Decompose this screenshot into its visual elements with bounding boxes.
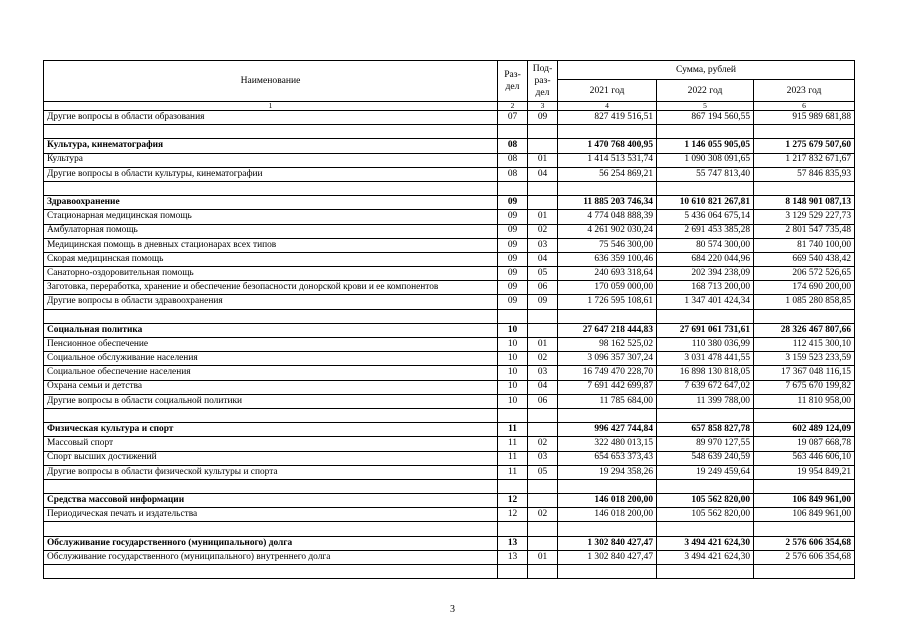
row-amount-2022: 202 394 238,09 bbox=[657, 267, 754, 281]
row-podrazdel bbox=[528, 536, 558, 550]
row-podrazdel: 03 bbox=[528, 238, 558, 252]
header-year-2023: 2023 год bbox=[754, 80, 855, 102]
header-year-2021: 2021 год bbox=[558, 80, 657, 102]
row-podrazdel: 04 bbox=[528, 252, 558, 266]
table-row bbox=[44, 338, 855, 352]
empty-cell bbox=[528, 565, 558, 579]
blank-row bbox=[44, 479, 855, 493]
row-amount-2021: 3 096 357 307,24 bbox=[558, 352, 657, 366]
row-razdel: 12 bbox=[498, 508, 528, 522]
row-razdel: 10 bbox=[498, 394, 528, 408]
row-razdel: 12 bbox=[498, 494, 528, 508]
row-razdel: 08 bbox=[498, 153, 528, 167]
row-razdel: 09 bbox=[498, 252, 528, 266]
row-name: Физическая культура и спорт bbox=[44, 423, 498, 437]
table-row bbox=[44, 366, 855, 380]
row-amount-2022: 105 562 820,00 bbox=[657, 508, 754, 522]
row-amount-2023: 669 540 438,42 bbox=[754, 252, 855, 266]
empty-cell bbox=[657, 522, 754, 536]
row-podrazdel: 05 bbox=[528, 267, 558, 281]
empty-cell bbox=[754, 309, 855, 323]
row-podrazdel: 04 bbox=[528, 380, 558, 394]
header-podrazdel: Под- раз- дел bbox=[528, 61, 558, 102]
row-amount-2022: 11 399 788,00 bbox=[657, 394, 754, 408]
row-podrazdel: 04 bbox=[528, 167, 558, 181]
row-amount-2022: 55 747 813,40 bbox=[657, 167, 754, 181]
row-name: Заготовка, переработка, хранение и обеспечение безопасности донорской крови и ее компонентов bbox=[44, 281, 498, 295]
row-razdel: 11 bbox=[498, 451, 528, 465]
row-razdel: 13 bbox=[498, 536, 528, 550]
row-podrazdel: 05 bbox=[528, 465, 558, 479]
row-amount-2023: 3 159 523 233,59 bbox=[754, 352, 855, 366]
table-row bbox=[44, 210, 855, 224]
row-amount-2022: 10 610 821 267,81 bbox=[657, 196, 754, 210]
table-row bbox=[44, 380, 855, 394]
table-row bbox=[44, 295, 855, 309]
row-amount-2022: 3 494 421 624,30 bbox=[657, 550, 754, 564]
empty-cell bbox=[657, 125, 754, 139]
row-amount-2022: 1 090 308 091,65 bbox=[657, 153, 754, 167]
blank-row bbox=[44, 309, 855, 323]
row-amount-2023: 11 810 958,00 bbox=[754, 394, 855, 408]
row-amount-2021: 240 693 318,64 bbox=[558, 267, 657, 281]
row-amount-2021: 322 480 013,15 bbox=[558, 437, 657, 451]
empty-cell bbox=[558, 181, 657, 195]
row-razdel: 11 bbox=[498, 465, 528, 479]
row-name: Средства массовой информации bbox=[44, 494, 498, 508]
row-amount-2023: 1 275 679 507,60 bbox=[754, 139, 855, 153]
row-amount-2021: 4 774 048 888,39 bbox=[558, 210, 657, 224]
row-podrazdel bbox=[528, 196, 558, 210]
empty-cell bbox=[44, 181, 498, 195]
table-header bbox=[44, 61, 855, 111]
row-amount-2021: 146 018 200,00 bbox=[558, 494, 657, 508]
section-total-row bbox=[44, 323, 855, 337]
empty-cell bbox=[498, 309, 528, 323]
table-row bbox=[44, 153, 855, 167]
row-razdel: 07 bbox=[498, 111, 528, 125]
row-podrazdel: 01 bbox=[528, 210, 558, 224]
row-name: Культура bbox=[44, 153, 498, 167]
row-razdel: 10 bbox=[498, 352, 528, 366]
empty-cell bbox=[498, 181, 528, 195]
row-amount-2021: 11 785 684,00 bbox=[558, 394, 657, 408]
table-row bbox=[44, 550, 855, 564]
empty-cell bbox=[558, 565, 657, 579]
row-podrazdel bbox=[528, 423, 558, 437]
row-name: Другие вопросы в области физической культуры и спорта bbox=[44, 465, 498, 479]
row-razdel: 09 bbox=[498, 295, 528, 309]
row-amount-2021: 56 254 869,21 bbox=[558, 167, 657, 181]
row-amount-2021: 654 653 373,43 bbox=[558, 451, 657, 465]
row-name: Пенсионное обеспечение bbox=[44, 338, 498, 352]
row-amount-2021: 1 302 840 427,47 bbox=[558, 550, 657, 564]
row-amount-2023: 2 576 606 354,68 bbox=[754, 550, 855, 564]
row-razdel: 09 bbox=[498, 281, 528, 295]
column-number: 5 bbox=[657, 102, 754, 111]
table-row bbox=[44, 167, 855, 181]
table-body bbox=[44, 111, 855, 579]
budget-table bbox=[43, 60, 855, 579]
empty-cell bbox=[498, 522, 528, 536]
empty-cell bbox=[528, 522, 558, 536]
table-row bbox=[44, 451, 855, 465]
row-amount-2022: 110 380 036,99 bbox=[657, 338, 754, 352]
empty-cell bbox=[44, 408, 498, 422]
empty-cell bbox=[528, 408, 558, 422]
row-podrazdel: 01 bbox=[528, 338, 558, 352]
row-amount-2022: 89 970 127,55 bbox=[657, 437, 754, 451]
row-name: Культура, кинематография bbox=[44, 139, 498, 153]
row-amount-2023: 2 801 547 735,48 bbox=[754, 224, 855, 238]
table-row bbox=[44, 394, 855, 408]
row-name: Спорт высших достижений bbox=[44, 451, 498, 465]
row-amount-2023: 3 129 529 227,73 bbox=[754, 210, 855, 224]
row-amount-2021: 636 359 100,46 bbox=[558, 252, 657, 266]
row-amount-2023: 915 989 681,88 bbox=[754, 111, 855, 125]
row-name: Другие вопросы в области здравоохранения bbox=[44, 295, 498, 309]
row-amount-2023: 563 446 606,10 bbox=[754, 451, 855, 465]
row-razdel: 09 bbox=[498, 196, 528, 210]
row-name: Другие вопросы в области образования bbox=[44, 111, 498, 125]
row-amount-2021: 19 294 358,26 bbox=[558, 465, 657, 479]
row-amount-2021: 98 162 525,02 bbox=[558, 338, 657, 352]
empty-cell bbox=[44, 125, 498, 139]
row-name: Охрана семьи и детства bbox=[44, 380, 498, 394]
column-number: 2 bbox=[498, 102, 528, 111]
empty-cell bbox=[558, 522, 657, 536]
row-amount-2021: 1 470 768 400,95 bbox=[558, 139, 657, 153]
row-name: Обслуживание государственного (муниципального) внутреннего долга bbox=[44, 550, 498, 564]
row-amount-2022: 1 146 055 905,05 bbox=[657, 139, 754, 153]
row-amount-2023: 7 675 670 199,82 bbox=[754, 380, 855, 394]
row-amount-2023: 206 572 526,65 bbox=[754, 267, 855, 281]
row-razdel: 08 bbox=[498, 167, 528, 181]
row-amount-2022: 3 031 478 441,55 bbox=[657, 352, 754, 366]
empty-cell bbox=[754, 181, 855, 195]
row-name: Стационарная медицинская помощь bbox=[44, 210, 498, 224]
row-podrazdel: 09 bbox=[528, 111, 558, 125]
table-row bbox=[44, 252, 855, 266]
empty-cell bbox=[44, 522, 498, 536]
row-razdel: 08 bbox=[498, 139, 528, 153]
empty-cell bbox=[528, 479, 558, 493]
row-amount-2021: 11 885 203 746,34 bbox=[558, 196, 657, 210]
row-podrazdel: 02 bbox=[528, 437, 558, 451]
row-amount-2022: 684 220 044,96 bbox=[657, 252, 754, 266]
empty-cell bbox=[754, 408, 855, 422]
row-name: Массовый спорт bbox=[44, 437, 498, 451]
row-amount-2022: 7 639 672 647,02 bbox=[657, 380, 754, 394]
row-razdel: 09 bbox=[498, 267, 528, 281]
page-number: 3 bbox=[450, 604, 455, 615]
header-year-2022: 2022 год bbox=[657, 80, 754, 102]
header-name: Наименование bbox=[44, 61, 498, 102]
row-name: Медицинская помощь в дневных стационарах всех типов bbox=[44, 238, 498, 252]
empty-cell bbox=[528, 125, 558, 139]
row-amount-2022: 548 639 240,59 bbox=[657, 451, 754, 465]
row-name: Обслуживание государственного (муниципального) долга bbox=[44, 536, 498, 550]
empty-cell bbox=[44, 565, 498, 579]
empty-cell bbox=[558, 309, 657, 323]
row-razdel: 10 bbox=[498, 323, 528, 337]
empty-cell bbox=[754, 522, 855, 536]
row-amount-2023: 2 576 606 354,68 bbox=[754, 536, 855, 550]
empty-cell bbox=[754, 565, 855, 579]
section-total-row bbox=[44, 196, 855, 210]
empty-cell bbox=[657, 479, 754, 493]
row-amount-2023: 106 849 961,00 bbox=[754, 508, 855, 522]
row-name: Другие вопросы в области культуры, кинематографии bbox=[44, 167, 498, 181]
row-amount-2023: 19 954 849,21 bbox=[754, 465, 855, 479]
row-amount-2021: 4 261 902 030,24 bbox=[558, 224, 657, 238]
empty-cell bbox=[498, 125, 528, 139]
section-total-row bbox=[44, 423, 855, 437]
row-amount-2023: 57 846 835,93 bbox=[754, 167, 855, 181]
row-podrazdel: 09 bbox=[528, 295, 558, 309]
section-total-row bbox=[44, 536, 855, 550]
empty-cell bbox=[754, 125, 855, 139]
empty-cell bbox=[498, 479, 528, 493]
row-name: Другие вопросы в области социальной политики bbox=[44, 394, 498, 408]
row-amount-2021: 827 419 516,51 bbox=[558, 111, 657, 125]
empty-cell bbox=[558, 408, 657, 422]
row-amount-2023: 8 148 901 087,13 bbox=[754, 196, 855, 210]
row-podrazdel: 02 bbox=[528, 224, 558, 238]
row-podrazdel: 06 bbox=[528, 281, 558, 295]
section-total-row bbox=[44, 139, 855, 153]
empty-cell bbox=[657, 309, 754, 323]
row-podrazdel: 02 bbox=[528, 352, 558, 366]
empty-cell bbox=[498, 565, 528, 579]
empty-cell bbox=[44, 479, 498, 493]
blank-row bbox=[44, 181, 855, 195]
column-number: 3 bbox=[528, 102, 558, 111]
empty-cell bbox=[754, 479, 855, 493]
header-sum: Сумма, рублей bbox=[558, 61, 855, 80]
row-amount-2022: 16 898 130 818,05 bbox=[657, 366, 754, 380]
row-amount-2023: 1 085 280 858,85 bbox=[754, 295, 855, 309]
row-name: Социальная политика bbox=[44, 323, 498, 337]
table-row bbox=[44, 352, 855, 366]
empty-cell bbox=[528, 181, 558, 195]
table-row bbox=[44, 111, 855, 125]
row-podrazdel: 01 bbox=[528, 153, 558, 167]
row-podrazdel: 03 bbox=[528, 366, 558, 380]
empty-cell bbox=[528, 309, 558, 323]
row-amount-2022: 5 436 064 675,14 bbox=[657, 210, 754, 224]
column-number: 4 bbox=[558, 102, 657, 111]
table-row bbox=[44, 437, 855, 451]
row-amount-2022: 657 858 827,78 bbox=[657, 423, 754, 437]
row-amount-2021: 27 647 218 444,83 bbox=[558, 323, 657, 337]
row-name: Социальное обеспечение населения bbox=[44, 366, 498, 380]
row-amount-2022: 3 494 421 624,30 bbox=[657, 536, 754, 550]
column-number: 1 bbox=[44, 102, 498, 111]
row-amount-2021: 1 302 840 427,47 bbox=[558, 536, 657, 550]
blank-row bbox=[44, 522, 855, 536]
empty-cell bbox=[558, 125, 657, 139]
row-razdel: 10 bbox=[498, 338, 528, 352]
row-amount-2022: 19 249 459,64 bbox=[657, 465, 754, 479]
row-amount-2023: 19 087 668,78 bbox=[754, 437, 855, 451]
row-amount-2022: 2 691 453 385,28 bbox=[657, 224, 754, 238]
row-amount-2023: 28 326 467 807,66 bbox=[754, 323, 855, 337]
header-razdel: Раз- дел bbox=[498, 61, 528, 102]
table-row bbox=[44, 238, 855, 252]
row-podrazdel: 06 bbox=[528, 394, 558, 408]
row-amount-2021: 170 059 000,00 bbox=[558, 281, 657, 295]
row-amount-2022: 168 713 200,00 bbox=[657, 281, 754, 295]
row-podrazdel: 01 bbox=[528, 550, 558, 564]
row-amount-2023: 174 690 200,00 bbox=[754, 281, 855, 295]
row-amount-2023: 112 415 300,10 bbox=[754, 338, 855, 352]
column-number: 6 bbox=[754, 102, 855, 111]
empty-cell bbox=[498, 408, 528, 422]
row-name: Амбулаторная помощь bbox=[44, 224, 498, 238]
row-razdel: 09 bbox=[498, 210, 528, 224]
row-amount-2023: 106 849 961,00 bbox=[754, 494, 855, 508]
blank-row bbox=[44, 408, 855, 422]
row-name: Санаторно-оздоровительная помощь bbox=[44, 267, 498, 281]
row-razdel: 13 bbox=[498, 550, 528, 564]
table-row bbox=[44, 508, 855, 522]
table-row bbox=[44, 224, 855, 238]
empty-cell bbox=[657, 181, 754, 195]
row-amount-2022: 1 347 401 424,34 bbox=[657, 295, 754, 309]
row-amount-2023: 17 367 048 116,15 bbox=[754, 366, 855, 380]
row-amount-2023: 81 740 100,00 bbox=[754, 238, 855, 252]
row-amount-2022: 867 194 560,55 bbox=[657, 111, 754, 125]
row-name: Здравоохранение bbox=[44, 196, 498, 210]
row-razdel: 10 bbox=[498, 380, 528, 394]
table-row bbox=[44, 281, 855, 295]
row-razdel: 09 bbox=[498, 224, 528, 238]
row-podrazdel bbox=[528, 139, 558, 153]
row-podrazdel bbox=[528, 494, 558, 508]
row-amount-2021: 75 546 300,00 bbox=[558, 238, 657, 252]
empty-cell bbox=[44, 309, 498, 323]
row-amount-2021: 146 018 200,00 bbox=[558, 508, 657, 522]
empty-cell bbox=[657, 565, 754, 579]
row-amount-2023: 602 489 124,09 bbox=[754, 423, 855, 437]
row-name: Скорая медицинская помощь bbox=[44, 252, 498, 266]
row-amount-2022: 27 691 061 731,61 bbox=[657, 323, 754, 337]
row-razdel: 11 bbox=[498, 437, 528, 451]
row-amount-2022: 105 562 820,00 bbox=[657, 494, 754, 508]
row-name: Социальное обслуживание населения bbox=[44, 352, 498, 366]
row-amount-2021: 1 726 595 108,61 bbox=[558, 295, 657, 309]
blank-row bbox=[44, 125, 855, 139]
section-total-row bbox=[44, 494, 855, 508]
row-amount-2021: 16 749 470 228,70 bbox=[558, 366, 657, 380]
row-amount-2021: 1 414 513 531,74 bbox=[558, 153, 657, 167]
empty-cell bbox=[558, 479, 657, 493]
row-podrazdel: 02 bbox=[528, 508, 558, 522]
blank-row bbox=[44, 565, 855, 579]
row-amount-2021: 7 691 442 699,87 bbox=[558, 380, 657, 394]
row-amount-2021: 996 427 744,84 bbox=[558, 423, 657, 437]
row-razdel: 09 bbox=[498, 238, 528, 252]
row-razdel: 10 bbox=[498, 366, 528, 380]
row-podrazdel bbox=[528, 323, 558, 337]
table-row bbox=[44, 267, 855, 281]
row-amount-2023: 1 217 832 671,67 bbox=[754, 153, 855, 167]
row-razdel: 11 bbox=[498, 423, 528, 437]
row-amount-2022: 80 574 300,00 bbox=[657, 238, 754, 252]
table-row bbox=[44, 465, 855, 479]
column-numbers-row bbox=[44, 102, 855, 111]
row-name: Периодическая печать и издательства bbox=[44, 508, 498, 522]
empty-cell bbox=[657, 408, 754, 422]
row-podrazdel: 03 bbox=[528, 451, 558, 465]
